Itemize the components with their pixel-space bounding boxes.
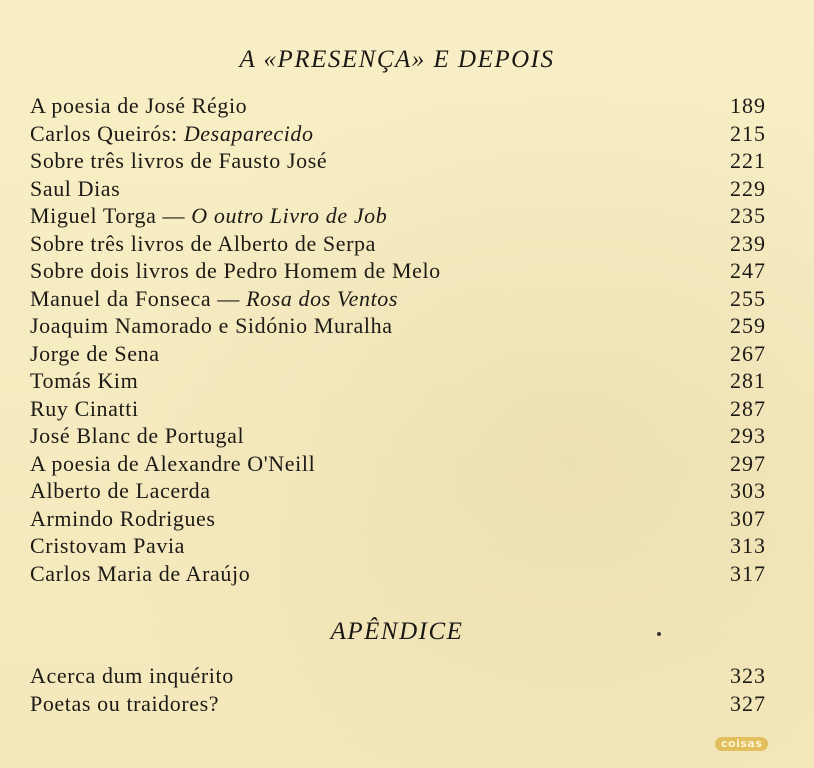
toc-entry-page-number: 259 [730,313,766,338]
toc-entry [30,257,766,285]
toc-entry-title-text: Acerca dum inquérito [30,663,234,688]
toc-entry-page-number: 293 [730,423,766,448]
toc-appendix-list [30,662,766,717]
toc-entry-title-text: José Blanc de Portugal [30,423,245,448]
toc-entry-title [30,662,234,690]
toc-entry-title [30,422,244,450]
toc-entry-title [30,450,315,478]
toc-entry [30,230,766,258]
toc-entry-title [30,505,216,533]
toc-entry [30,450,766,478]
toc-entry-title-text: Joaquim Namorado e Sidónio Muralha [30,313,393,338]
toc-entry-page-number: 281 [730,368,766,393]
toc-entry-title [30,340,160,368]
toc-entry-title-text: Sobre três livros de Alberto de Serpa [30,230,377,256]
toc-entry-title-text: Cristovam Pavia [30,533,186,558]
toc-entry-title [30,175,120,203]
toc-entry-page-number: 313 [730,533,766,558]
toc-entry-title-text: Armindo Rodrigues [30,505,216,531]
toc-entry-title-text: Jorge de Sena [30,340,160,366]
toc-entry-title [30,147,327,175]
toc-entry-page-number: 323 [730,663,766,688]
toc-entry [30,312,766,340]
toc-entry-title [30,477,211,505]
toc-entry-page-number: 215 [730,120,766,146]
toc-entry [30,147,766,175]
toc-entry-page-number: 317 [730,560,766,586]
toc-entry [30,395,766,423]
toc-entry-title-text: A poesia de José Régio [30,93,248,118]
toc-entry [30,367,766,395]
toc-entry-title [30,92,247,120]
toc-entry [30,340,766,368]
toc-entry-title-text: Saul Dias [30,175,121,201]
toc-entry-page-number: 239 [730,230,766,256]
toc-entry [30,532,766,560]
toc-entry-page-number: 221 [730,148,766,173]
toc-entry-page-number: 307 [730,505,766,531]
section-heading: A «PRESENÇA» E DEPOIS [239,46,555,73]
toc-entry-page-number: 303 [730,478,766,503]
watermark-logo: coisas [715,737,768,751]
toc-entry-title-text: Tomás Kim [30,368,139,393]
toc-entry-title-text: Sobre três livros de Fausto José [30,148,328,173]
toc-entry-title-italic: Desaparecido [183,120,314,146]
toc-entry-title [30,202,387,230]
toc-entry-title-italic: O outro Livro de Job [191,203,388,228]
toc-entry-title-text: Alberto de Lacerda [30,478,211,503]
toc-entry-title-text: Manuel da Fonseca — [30,285,247,311]
toc-entry-page-number: 297 [730,450,766,476]
toc-entry-title [30,257,441,285]
toc-entry [30,202,766,230]
toc-entry-page-number: 189 [730,93,766,118]
toc-entry-title-text: A poesia de Alexandre O'Neill [30,450,316,476]
toc-entry-title [30,120,314,148]
toc-entry-title-text: Sobre dois livros de Pedro Homem de Melo [30,258,441,283]
toc-entry [30,505,766,533]
toc-entry-title-text: Poetas ou traidores? [30,690,220,716]
toc-entry-page-number: 267 [730,340,766,366]
toc-entry-title [30,367,138,395]
toc-entry-title [30,532,185,560]
toc-entry [30,422,766,450]
toc-entry-title-text: Miguel Torga — [30,203,192,228]
toc-entry [30,175,766,203]
toc-entry [30,92,766,120]
toc-entry-page-number: 287 [730,395,766,421]
toc-entry-title-text: Ruy Cinatti [30,395,139,421]
toc-entry-title [30,312,393,340]
toc-entry [30,560,766,588]
toc-entry-title [30,395,139,423]
toc-entry [30,662,766,690]
toc-entry-page-number: 327 [730,690,766,716]
toc-entry-title [30,285,398,313]
toc-entry-title [30,230,376,258]
toc-main-list [30,92,766,587]
toc-entry-page-number: 229 [730,175,766,201]
toc-entry [30,120,766,148]
toc-entry-page-number: 255 [730,285,766,311]
toc-entry-title-text: Carlos Queirós: [30,120,184,146]
toc-entry-title [30,690,219,718]
appendix-heading: APÊNDICE [330,618,464,645]
toc-entry-page-number: 247 [730,258,766,283]
toc-entry-title-italic: Rosa dos Ventos [246,285,399,311]
toc-entry-title-text: Carlos Maria de Araújo [30,560,251,586]
toc-entry [30,285,766,313]
toc-entry [30,690,766,718]
toc-entry-title [30,560,250,588]
toc-entry-page-number: 235 [730,203,766,228]
toc-entry [30,477,766,505]
